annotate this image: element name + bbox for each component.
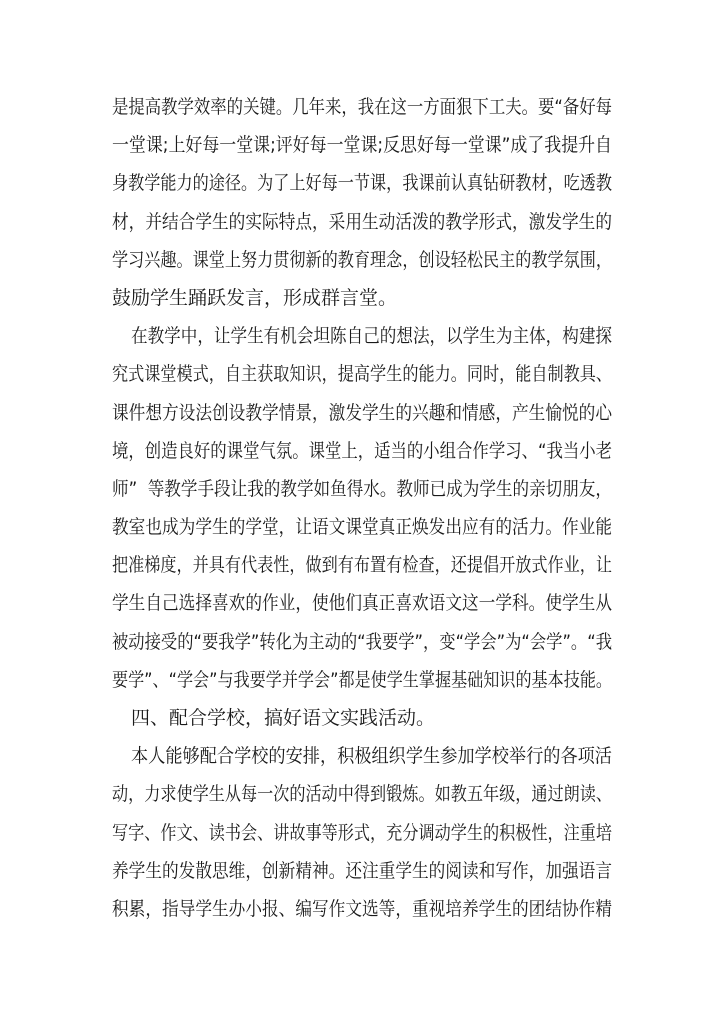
line-text: 养学生的发散思维，创新精神。还注重学生的阅读和写作，加强语言 (112, 859, 612, 882)
text-line (112, 814, 612, 852)
line-text: 身教学能力的途径。为了上好每一节课，我课前认真钻研教材，吃透教 (112, 172, 612, 195)
line-text: 究式课堂模式，自主获取知识，提高学生的能力。同时，能自制教具、 (112, 363, 612, 386)
line-text: 鼓励学生踊跃发言，形成群言堂。 (112, 286, 398, 309)
text-line (112, 890, 612, 928)
line-text: 写字、作文、读书会、讲故事等形式，充分调动学生的积极性，注重培 (112, 821, 612, 844)
text-line (112, 584, 612, 622)
text-line (112, 164, 612, 202)
line-text: 要学”、“学会”与我要学并学会”都是使学生掌握基础知识的基本技能。 (112, 668, 612, 691)
line-text: 境，创造良好的课堂气氛。课堂上，适当的小组合作学习、“我当小老 (112, 439, 612, 462)
text-line (112, 546, 612, 584)
line-text: 把准梯度，并具有代表性，做到有布置有检查，还提倡开放式作业，让 (112, 554, 612, 577)
section-heading-text: 四、配合学校，搞好语文实践活动。 (131, 707, 436, 729)
line-text: 动，力求使学生从每一次的活动中得到锻炼。如教五年级，通过朗读、 (112, 783, 612, 806)
line-text: 积累，指导学生办小报、编写作文选等，重视培养学生的团结协作精 (112, 897, 612, 920)
line-text: 被动接受的“要我学”转化为主动的“我要学”，变“学会”为“会学”。“我 (112, 630, 612, 653)
line-text: 师” 等教学手段让我的教学如鱼得水。教师已成为学生的亲切朋友， (112, 477, 612, 500)
line-text: 教室也成为学生的学堂，让语文课堂真正焕发出应有的活力。作业能 (112, 516, 612, 539)
text-line (112, 508, 612, 546)
text-line (112, 775, 612, 813)
line-text: 课件想方设法创设教学情景，激发学生的兴趣和情感，产生愉悦的心 (112, 401, 612, 424)
text-line (112, 623, 612, 661)
text-line (112, 126, 612, 164)
line-text: 学习兴趣。课堂上努力贯彻新的教育理念，创设轻松民主的教学氛围， (112, 248, 612, 271)
text-line (112, 432, 612, 470)
line-text: 本人能够配合学校的安排，积极组织学生参加学校举行的各项活 (131, 745, 612, 768)
text-line (112, 470, 612, 508)
text-line (112, 661, 612, 699)
text-line (112, 203, 612, 241)
line-text: 在教学中，让学生有机会坦陈自己的想法，以学生为主体，构建探 (131, 325, 612, 348)
text-line (112, 241, 612, 279)
text-line (112, 394, 612, 432)
line-text: 材，并结合学生的实际特点，采用生动活泼的教学形式，激发学生的 (112, 210, 612, 233)
line-text: 学生自己选择喜欢的作业，使他们真正喜欢语文这一学科。使学生从 (112, 592, 612, 615)
section-heading (112, 699, 612, 737)
line-text: 一堂课;上好每一堂课;评好每一堂课;反思好每一堂课”成了我提升自 (112, 134, 612, 157)
paragraph-start-line (112, 737, 612, 775)
text-line (112, 279, 612, 317)
line-text: 是提高教学效率的关键。几年来，我在这一方面狠下工夫。要“备好每 (112, 96, 612, 118)
text-line (112, 355, 612, 393)
text-line (112, 88, 612, 126)
document-body (112, 88, 612, 928)
paragraph-start-line (112, 317, 612, 355)
text-line (112, 852, 612, 890)
